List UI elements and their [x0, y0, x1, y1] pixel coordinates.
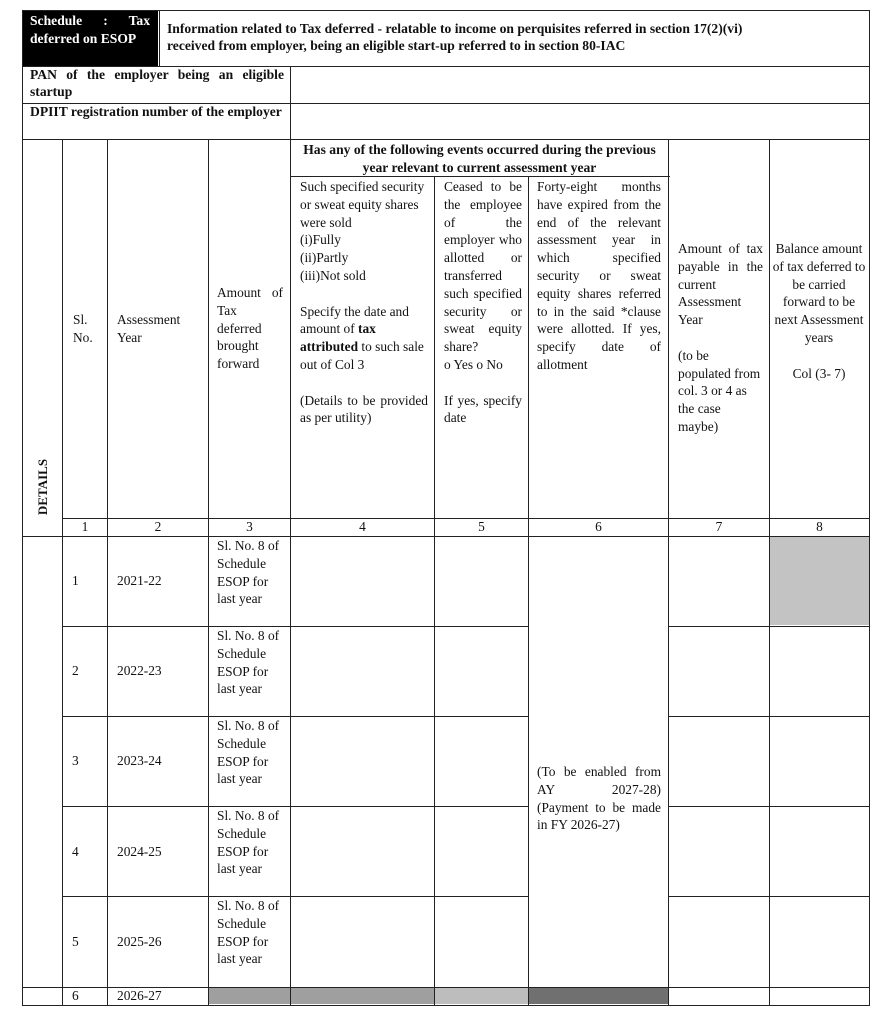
row6-col8-input[interactable] — [770, 988, 869, 1005]
row1-col6-input[interactable] — [529, 537, 668, 626]
col5-header — [444, 178, 522, 427]
row2-col5-input[interactable] — [435, 627, 528, 716]
table-row-5-sl: 5 — [72, 934, 79, 949]
col-ay-header: Assessment Year — [117, 312, 181, 345]
col-sl-header: Sl. No. — [73, 312, 93, 345]
row1-col7-input[interactable] — [669, 537, 769, 626]
col-number-2: 2 — [154, 519, 162, 534]
col4-header-details: (Details to be provided as per utility) — [300, 392, 428, 426]
table-row-1-ay: 2021-22 — [117, 573, 162, 588]
row6-col5-disabled — [435, 988, 528, 1004]
table-row-4-ay: 2024-25 — [117, 844, 162, 859]
col-number-3: 3 — [246, 519, 253, 534]
table-row-5-amount: Sl. No. 8 of Schedule ESOP for last year — [217, 898, 280, 967]
pan-input[interactable] — [291, 66, 869, 103]
table-row-4-sl: 4 — [72, 844, 79, 859]
row4-col7-input[interactable] — [669, 807, 769, 896]
row5-col5-input[interactable] — [435, 897, 528, 987]
col6-header: Forty-eight months have expired from the end of the relevant assessment year in which specified security or sweat equity shares referred to in the said *clause were allotted. If yes, specify date of allotment — [537, 179, 661, 372]
row4-col8-input[interactable] — [770, 807, 869, 896]
col-number-4: 4 — [359, 519, 366, 534]
col5-header-ifyes: If yes, specify date — [444, 392, 522, 426]
dpiit-label: DPIIT registration number of the employer — [30, 104, 282, 119]
table-row-6-sl: 6 — [72, 988, 79, 1003]
row3-col5-input[interactable] — [435, 717, 528, 806]
table-row-2-ay: 2022-23 — [117, 663, 162, 678]
row2-col4-input[interactable] — [291, 627, 434, 716]
row4-col5-input[interactable] — [435, 807, 528, 896]
col7-header-amount: Amount of tax payable in the current Assessment Year — [678, 241, 763, 328]
col7-header — [678, 240, 763, 436]
col4-header-sale: Such specified security or sweat equity shares were sold (i)Fully (ii)Partly (iii)Not sold — [300, 179, 425, 283]
col-number-1: 1 — [81, 519, 89, 534]
row3-col4-input[interactable] — [291, 717, 434, 806]
table-row-6-ay: 2026-27 — [117, 988, 162, 1003]
dpiit-input[interactable] — [291, 104, 869, 139]
row2-col8-input[interactable] — [770, 627, 869, 716]
table-row-2-sl: 2 — [72, 663, 79, 678]
pan-label: PAN of the employer being an eligible startup — [30, 67, 284, 99]
row3-col8-input[interactable] — [770, 717, 869, 806]
events-group-header: Has any of the following events occurred during the previous year relevant to current assessment year — [303, 142, 656, 175]
row4-col4-input[interactable] — [291, 807, 434, 896]
col8-header-balance: Balance amount of tax deferred to be carried forward to be next Assessment years — [772, 241, 866, 345]
table-row-1-amount: Sl. No. 8 of Schedule ESOP for last year — [217, 538, 280, 607]
row1-col4-input[interactable] — [291, 537, 434, 626]
row5-col8-input[interactable] — [770, 897, 869, 987]
row2-col7-input[interactable] — [669, 627, 769, 716]
schedule-badge: Schedule : Tax deferred on ESOP — [22, 10, 158, 66]
col-number-7: 7 — [715, 519, 723, 534]
col5-header-yesno: o Yes o No — [444, 356, 503, 372]
col-number-6: 6 — [595, 519, 602, 534]
details-side-label: DETAILS — [35, 458, 50, 516]
schedule-title — [167, 20, 867, 54]
col8-header — [772, 240, 866, 382]
table-row-3-sl: 3 — [72, 753, 79, 768]
row1-col5-input[interactable] — [435, 537, 528, 626]
schedule-title-line2: received from employer, being an eligible start-up referred to in section 80-IAC — [167, 38, 626, 53]
schedule-title-line1: Information related to Tax deferred - relatable to income on perquisites referred in section 17(2)(vi) — [167, 21, 743, 36]
col4-header-specify: Specify the date and amount of tax attributed to such sale out of Col 3 — [300, 303, 424, 372]
row1-col8-disabled — [770, 537, 869, 625]
table-row-3-ay: 2023-24 — [117, 753, 162, 768]
row6-col7-input[interactable] — [669, 988, 769, 1005]
row5-col4-input[interactable] — [291, 897, 434, 987]
col-number-5: 5 — [478, 519, 485, 534]
col4-header — [300, 178, 428, 427]
row3-col7-input[interactable] — [669, 717, 769, 806]
col5-header-ceased: Ceased to be the employee of the employer who allotted or transferred such specified security or sweat equity share? — [444, 179, 522, 355]
table-row-2-amount: Sl. No. 8 of Schedule ESOP for last year — [217, 628, 280, 697]
table-row-4-amount: Sl. No. 8 of Schedule ESOP for last year — [217, 808, 280, 877]
row6-col4-disabled — [291, 988, 434, 1004]
col8-header-formula: Col (3- 7) — [792, 365, 846, 381]
row6-col3-disabled — [209, 988, 290, 1004]
col7-header-populated: (to be populated from col. 3 or 4 as the case maybe) — [678, 347, 761, 434]
table-row-1-sl: 1 — [72, 573, 79, 588]
table-row-5-ay: 2025-26 — [117, 934, 162, 949]
col-number-8: 8 — [816, 519, 823, 534]
table-row-3-amount: Sl. No. 8 of Schedule ESOP for last year — [217, 718, 280, 787]
col-amount-header: Amount of Tax deferred brought forward — [217, 285, 283, 372]
col6-merged-note: (To be enabled from AY 2027-28) (Payment to be made in FY 2026-27) — [537, 764, 661, 833]
row6-col6-disabled — [529, 988, 668, 1004]
row5-col7-input[interactable] — [669, 897, 769, 987]
